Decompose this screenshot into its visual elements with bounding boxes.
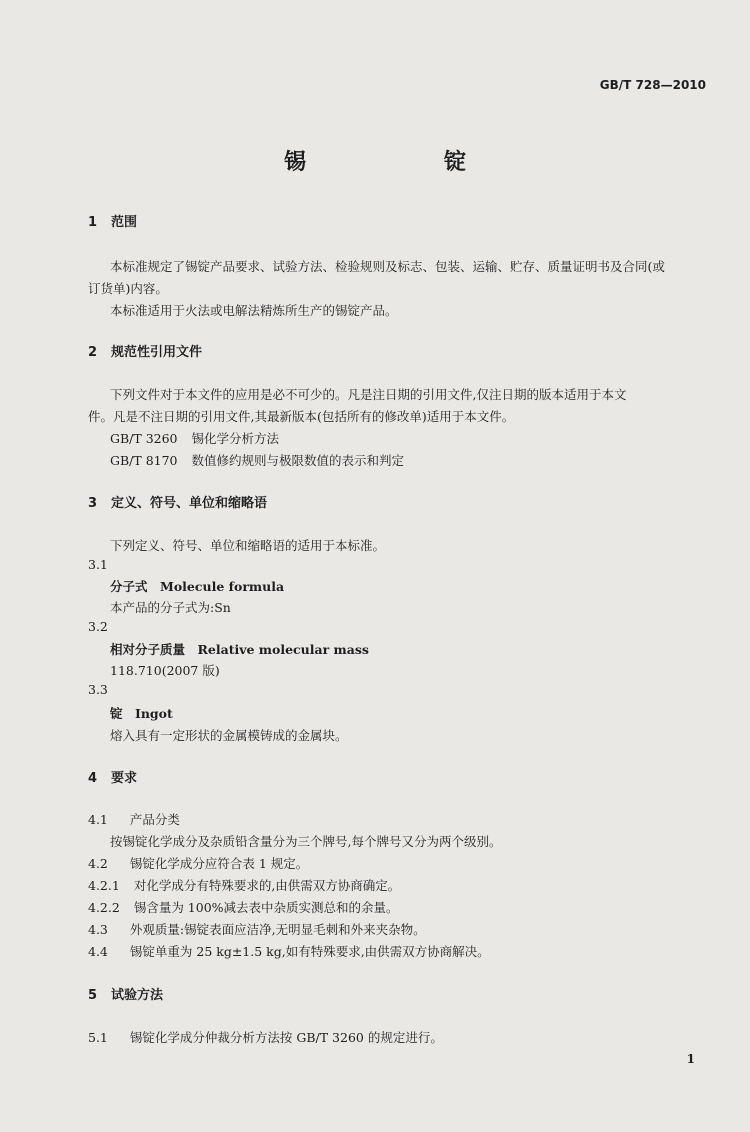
definition: 118.710(2007 版) [110, 663, 220, 678]
reference-item [110, 429, 279, 447]
clause-title: 产品分类 [129, 812, 180, 827]
clause-text: 锡锭化学成分应符合表 1 规定。 [129, 856, 309, 871]
term: 锭 Ingot [110, 706, 173, 721]
section-number: 4 [88, 771, 98, 786]
clause-text: 锡含量为 100%减去表中杂质实测总和的余量。 [133, 900, 399, 915]
paragraph: 下列文件对于本文件的应用是必不可少的。凡是注日期的引用文件,仅注日期的版本适用于本文 [110, 387, 627, 402]
clause-number: 4.3 [88, 922, 108, 937]
clause-text: 对化学成分有特殊要求的,由供需双方协商确定。 [133, 878, 401, 893]
section-title: 试验方法 [111, 988, 164, 1003]
paragraph: 本标准适用于火法或电解法精炼所生产的锡锭产品。 [110, 303, 398, 318]
clause [88, 942, 490, 960]
page-number: 1 [686, 1052, 695, 1066]
clause-number: 5.1 [88, 1030, 108, 1045]
section-number: 1 [88, 215, 98, 230]
clause [88, 920, 426, 938]
clause-number: 4.2.1 [88, 878, 120, 893]
reference-code: GB/T 8170 [110, 453, 178, 468]
section-title: 规范性引用文件 [111, 345, 203, 360]
reference-item [110, 451, 404, 469]
clause [88, 854, 308, 872]
clause [88, 810, 180, 828]
section-title: 要求 [111, 771, 138, 786]
paragraph: 按锡锭化学成分及杂质铅含量分为三个牌号,每个牌号又分为两个级别。 [110, 834, 502, 849]
clause-number: 3.2 [88, 619, 108, 634]
clause-text: 外观质量:锡锭表面应洁净,无明显毛刺和外来夹杂物。 [129, 922, 426, 937]
clause-text: 锡锭化学成分仲裁分析方法按 GB/T 3260 的规定进行。 [129, 1030, 443, 1045]
definition: 本产品的分子式为:Sn [110, 600, 231, 615]
section-5-heading [88, 984, 163, 1003]
section-title: 定义、符号、单位和缩略语 [111, 496, 268, 511]
clause-number: 4.2.2 [88, 900, 120, 915]
clause-number: 4.2 [88, 856, 108, 871]
paragraph: 订货单)内容。 [88, 281, 168, 296]
section-4-heading [88, 767, 137, 786]
document-title: 锡 锭 [283, 149, 524, 175]
clause [88, 1028, 443, 1046]
section-1-heading [88, 211, 137, 230]
clause [88, 898, 399, 916]
section-3-heading [88, 492, 267, 511]
clause-number: 4.4 [88, 944, 108, 959]
reference-code: GB/T 3260 [110, 431, 178, 446]
term: 分子式 Molecule formula [110, 579, 285, 594]
paragraph: 下列定义、符号、单位和缩略语的适用于本标准。 [110, 538, 386, 553]
clause-number: 3.1 [88, 557, 108, 572]
reference-title: 数值修约规则与极限数值的表示和判定 [191, 453, 405, 468]
clause-number: 4.1 [88, 812, 108, 827]
clause [88, 876, 400, 894]
section-number: 2 [88, 345, 98, 360]
term: 相对分子质量 Relative molecular mass [110, 642, 369, 657]
paragraph: 件。凡是不注日期的引用文件,其最新版本(包括所有的修改单)适用于本文件。 [88, 409, 515, 424]
clause-text: 锡锭单重为 25 kg±1.5 kg,如有特殊要求,由供需双方协商解决。 [129, 944, 490, 959]
section-number: 3 [88, 496, 98, 511]
clause-number: 3.3 [88, 682, 108, 697]
reference-title: 锡化学分析方法 [191, 431, 280, 446]
section-2-heading [88, 341, 202, 360]
section-number: 5 [88, 988, 98, 1003]
paragraph: 本标准规定了锡锭产品要求、试验方法、检验规则及标志、包装、运输、贮存、质量证明书及合同(或 [110, 259, 665, 274]
section-title: 范围 [111, 215, 138, 230]
standard-number: GB/T 728—2010 [599, 78, 706, 92]
definition: 熔入具有一定形状的金属模铸成的金属块。 [110, 728, 348, 743]
